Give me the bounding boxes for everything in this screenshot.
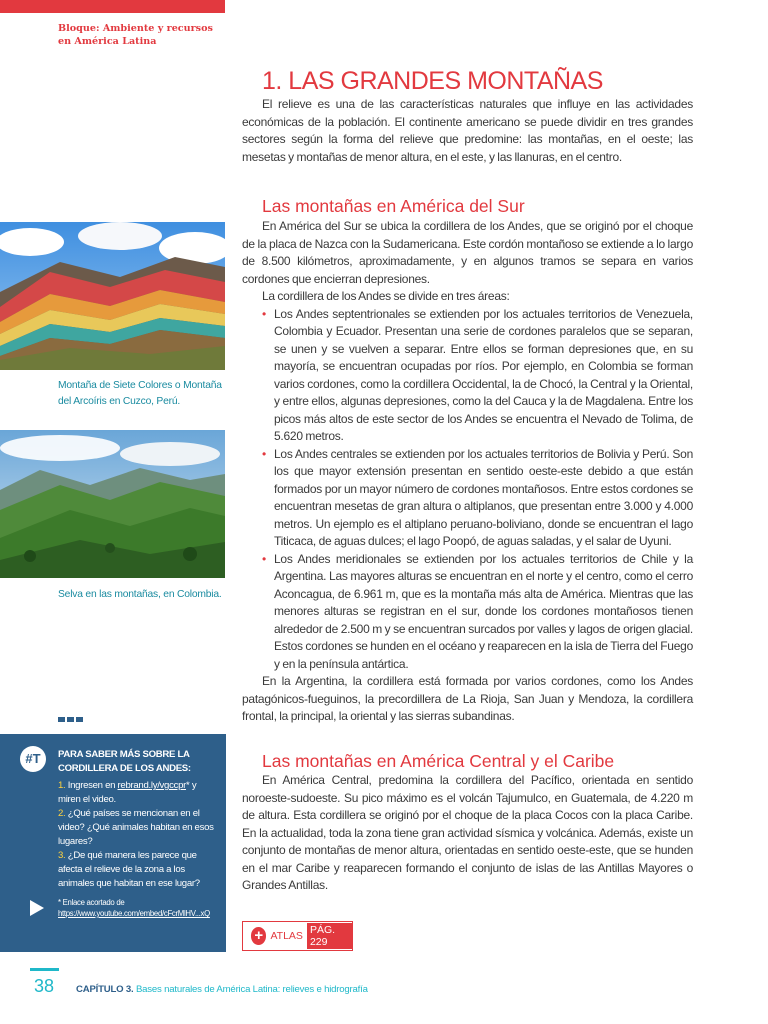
list-item: • Los Andes meridionales se extienden por los actuales territorios de Chile y la Argentina. Las mayores alturas se encuentran en el norte y el centro, como el cerro Aconcagua, de 6.961 m, que es la montaña más alta de América. Mientras que las menores alturas se registran en el sur, donde los cordones montañosos tienen alrededor de 2.500 m y se encuentran surcados por valles y lagos de origen glacial. Estos cordones se hunden en el océano y reaparecen en la isla de Tierra del Fuego y en la península antártica. (242, 551, 693, 674)
page-number: 38 (34, 976, 55, 996)
plus-icon: + (251, 927, 266, 945)
question-2: 2. ¿Qué países se mencionan en el video? ¿Qué animales habitan en esos lugares? (58, 808, 214, 847)
atlas-label: ATLAS (270, 930, 303, 942)
question-3: 3. ¿De qué manera les parece que afecta el relieve de la zona a los animales que habitan en ese lugar? (58, 850, 200, 889)
play-icon[interactable] (30, 900, 44, 916)
tag-icon: #T (20, 746, 46, 772)
intro-paragraph: El relieve es una de las características naturales que influye en las actividades económicas de la población. El continente americano se puede dividir en tres grandes sectores según la forma del relieve que predomine: las montañas, en el oeste; las mesetas y montañas de menor altura, en el este, y las llanuras, en el centro. (242, 97, 693, 164)
decorative-dots (58, 717, 83, 722)
top-color-bar (0, 0, 225, 13)
photo-caption-1: Montaña de Siete Colores o Montaña del Arcoíris en Cuzco, Perú. (58, 380, 222, 407)
youtube-link[interactable]: https://www.youtube.com/embed/cFcrMlHV...xQ (58, 909, 210, 918)
video-link[interactable]: rebrand.ly/vgccpr (117, 780, 187, 791)
page-number-line (30, 968, 59, 971)
block-label-line-2: en América Latina (58, 36, 157, 47)
footer-chapter: CAPÍTULO 3. Bases naturales de América Latina: relieves e hidrografía (76, 984, 368, 995)
atlas-reference-button[interactable] (242, 921, 353, 951)
paragraph: La cordillera de los Andes se divide en tres áreas: (262, 289, 510, 303)
info-box (0, 734, 226, 952)
info-box-title: PARA SABER MÁS SOBRE LA CORDILLERA DE LOS ANDES: (58, 749, 191, 774)
block-label-line-1: Bloque: Ambiente y recursos (58, 23, 213, 34)
jungle-mountains-photo (0, 430, 225, 578)
heading-south-america: Las montañas en América del Sur (262, 196, 525, 216)
block-label (58, 22, 228, 48)
link-note: * Enlace acortado de https://www.youtube.com/embed/cFcrMlHV...xQ (58, 898, 210, 918)
paragraph: En la Argentina, la cordillera está formada por varios cordones, como los Andes patagónicos-fueguinos, la precordillera de La Rioja, San Juan y Mendoza, la cordillera frontal, la principal, la oriental y las sierras subandinas. (242, 674, 693, 723)
atlas-page: PÁG. 229 (307, 923, 352, 949)
list-item: • Los Andes centrales se extienden por los actuales territorios de Bolivia y Perú. Son los que mayor extensión presentan en sentido oeste-este debido a que están formados por un mayor número de cordones montañosos. Entre estos cordones se encuentran mesetas de gran altura o altiplanos, que presentan entre 3.000 y 4.000 metros. Un ejemplo es el altiplano peruano-boliviano, donde se encuentran el lago Titicaca, de aguas dulces; el lago Poopó, de aguas saladas, y el salar de Uyuni. (242, 446, 693, 551)
rainbow-mountain-photo (0, 222, 225, 370)
list-item: • Los Andes septentrionales se extienden por los actuales territorios de Venezuela, Colombia y Ecuador. Presentan una serie de cordones paralelos que se separan, se unen y se vuelven a separar. Entre ellos se forman depresiones que, en su mayoría, se encuentran ocupadas por ríos. Por ejemplo, en Colombia se forman varios cordones, como la cordillera Occidental, la de Chocó, la Central y la Oriental, y entre ellos, algunas depresiones, como la del Cauca y la de Magdalena. Entre los picos más altos de este sector de los Andes se encuentra el Nevado de Tolima, de 5.620 metros. (242, 306, 693, 446)
question-1: 1. Ingresen en rebrand.ly/vgccpr* y miren el video. (58, 780, 197, 805)
andes-areas-list (242, 306, 693, 674)
section-south-america (242, 218, 693, 726)
paragraph: En América del Sur se ubica la cordillera de los Andes, que se originó por el choque de la placa de Nazca con la Sudamericana. Este cordón montañoso se extiende a lo largo de 8.500 kilómetros, aproximadamente, y en algunos tramos se separa en varios cordones que encierran depresiones. (242, 219, 693, 286)
heading-central-america: Las montañas en América Central y el Caribe (262, 751, 615, 771)
page-title: 1. LAS GRANDES MONTAÑAS (262, 67, 603, 95)
photo-caption-2: Selva en las montañas, en Colombia. (58, 589, 222, 600)
section-central-america: En América Central, predomina la cordillera del Pacífico, orientada en sentido noroeste-sudoeste. Su pico máximo es el volcán Tajumulco, en Guatemala, de 4.220 m de altura. Esta cordillera se originó por el choque de la placa Cocos con la placa Caribe. En la actualidad, toda la zona tiene gran actividad sísmica y volcánica. Además, existe un conjunto de montañas de menor altura, orientadas en sentido oeste-este, que se hunden en el mar Caribe y reaparecen formando el conjunto de islas de las Antillas Mayores o Grandes Antillas. (242, 773, 693, 892)
